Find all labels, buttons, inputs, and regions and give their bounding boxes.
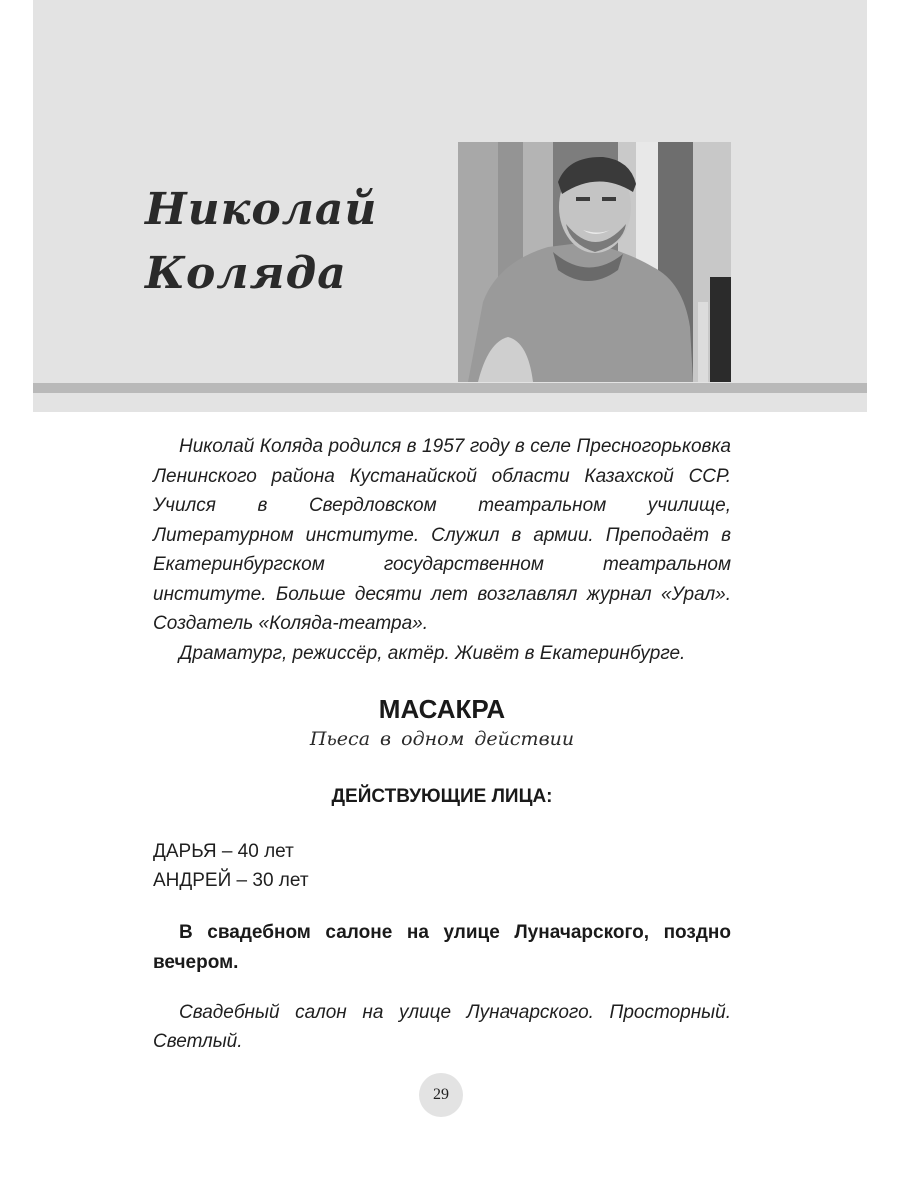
- play-subtitle: Пьеса в одном действии: [309, 728, 575, 750]
- scene-heading: В свадебном салоне на улице Луначарского, поздно вечером.: [153, 922, 731, 973]
- cast-member: АНДРЕЙ – 30 лет: [153, 870, 309, 891]
- author-portrait: [458, 142, 731, 382]
- author-first-name: Николай: [145, 184, 378, 235]
- stage-direction: Свадебный салон на улице Луначарского. Просторный. Светлый.: [153, 1002, 731, 1052]
- author-biography: [153, 432, 731, 668]
- cast-heading: ДЕЙСТВУЮЩИЕ ЛИЦА:: [331, 786, 553, 807]
- page-number: 29: [419, 1073, 463, 1117]
- cast-member: ДАРЬЯ – 40 лет: [153, 841, 294, 862]
- author-last-name: Коляда: [145, 248, 347, 299]
- play-title: МАСАКРА: [378, 694, 506, 724]
- bio-paragraph: Николай Коляда родился в 1957 году в селе Пресногорьковка Ленинского района Кустанайской области Казахской ССР. Учился в Свердловском театральном училище, Литературном институте. Служил в армии. Преподаёт в Екатеринбургском государственном театральном институте. Больше десяти лет возглавлял журнал «Урал». Создатель «Коляда-театра».: [153, 436, 731, 634]
- author-name: [145, 178, 445, 306]
- bio-paragraph: Драматург, режиссёр, актёр. Живёт в Екатеринбурге.: [179, 642, 686, 664]
- cast-list: [153, 837, 731, 895]
- header-divider: [33, 383, 867, 393]
